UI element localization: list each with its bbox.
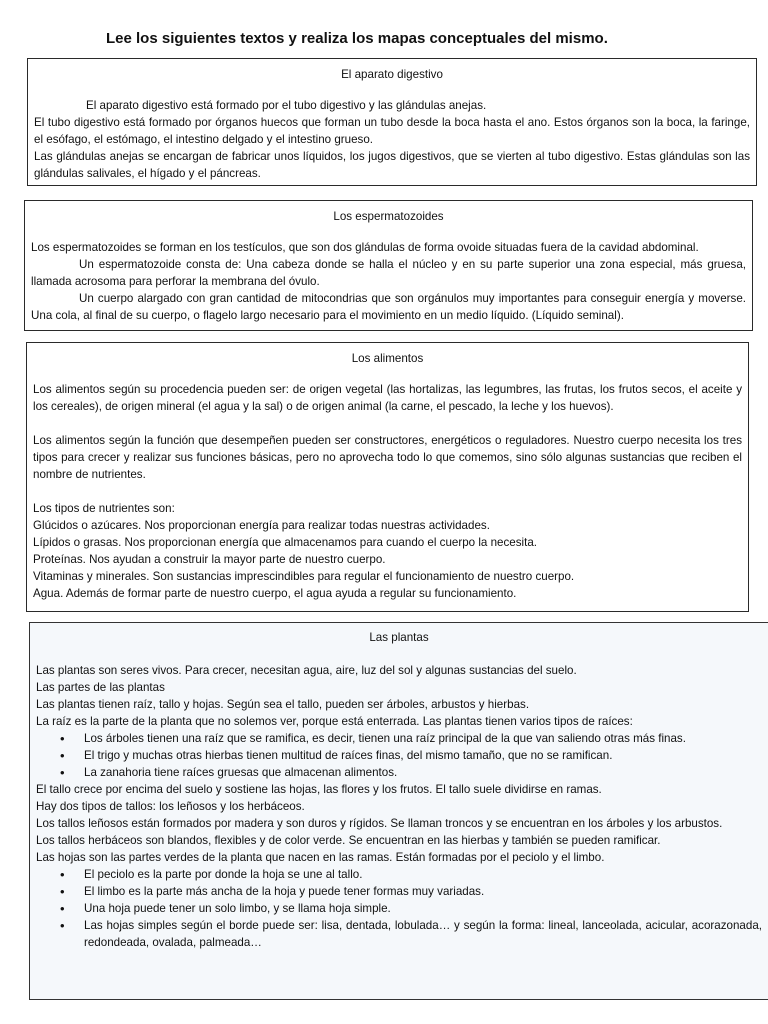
page-heading: Lee los siguientes textos y realiza los mapas conceptuales del mismo. xyxy=(106,30,608,47)
section-title: Las plantas xyxy=(369,631,429,644)
paragraph: Un espermatozoide consta de: Una cabeza donde se halla el núcleo y en su parte superior una zona especial, más gruesa, llamada acrosoma para perforar la membrana del óvulo. xyxy=(31,258,746,288)
nutriente-item: Glúcidos o azúcares. Nos proporcionan energía para realizar todas nuestras actividades. xyxy=(33,519,490,532)
list-item: • El limbo es la parte más ancha de la hoja y puede tener formas muy variadas. xyxy=(84,883,762,900)
paragraph: Las plantas tienen raíz, tallo y hojas. Según sea el tallo, pueden ser árboles, arbustos y hierbas. xyxy=(36,698,530,711)
list-item: • La zanahoria tiene raíces gruesas que almacenan alimentos. xyxy=(84,764,762,781)
paragraph: Hay dos tipos de tallos: los leñosos y los herbáceos. xyxy=(36,800,305,813)
nutrientes-intro: Los tipos de nutrientes son: xyxy=(33,502,175,515)
hojas-list xyxy=(36,866,762,951)
section-espermatozoides xyxy=(24,200,753,331)
paragraph: Los espermatozoides se forman en los testículos, que son dos glándulas de forma ovoide situadas fuera de la cavidad abdominal. xyxy=(31,241,699,254)
section-title: Los alimentos xyxy=(351,352,424,365)
subheading: Las partes de las plantas xyxy=(36,681,165,694)
list-item: • Los árboles tienen una raíz que se ramifica, es decir, tienen una raíz principal de la que van saliendo otras más finas. xyxy=(84,730,762,747)
section-title: Los espermatozoides xyxy=(333,210,444,223)
section-alimentos xyxy=(26,342,749,612)
nutriente-item: Lípidos o grasas. Nos proporcionan energía que almacenamos para cuando el cuerpo la necesita. xyxy=(33,536,537,549)
paragraph: Los alimentos según su procedencia pueden ser: de origen vegetal (las hortalizas, las legumbres, las frutas, los frutos secos, el aceite y los cereales), de origen mineral (el agua y la sal) o de origen animal (la carne, el pescado, la leche y los huevos). xyxy=(33,383,742,413)
section-plantas xyxy=(29,622,768,1000)
paragraph: Un cuerpo alargado con gran cantidad de mitocondrias que son orgánulos muy importantes para conseguir energía y moverse. Una cola, al final de su cuerpo, o flagelo largo necesario para el movimiento en un medio líquido. (Líquido seminal). xyxy=(31,292,746,322)
nutriente-item: Vitaminas y minerales. Son sustancias imprescindibles para regular el funcionamiento de nuestro cuerpo. xyxy=(33,570,575,583)
paragraph: Las glándulas anejas se encargan de fabricar unos líquidos, los jugos digestivos, que se vierten al tubo digestivo. Estas glándulas son las glándulas salivales, el hígado y el páncreas. xyxy=(34,150,750,180)
paragraph: Las hojas son las partes verdes de la planta que nacen en las ramas. Están formadas por el peciolo y el limbo. xyxy=(36,851,605,864)
paragraph: El aparato digestivo está formado por el tubo digestivo y las glándulas anejas. xyxy=(86,99,487,112)
nutriente-item: Agua. Además de formar parte de nuestro cuerpo, el agua ayuda a regular su funcionamiento. xyxy=(33,587,517,600)
paragraph: La raíz es la parte de la planta que no solemos ver, porque está enterrada. Las plantas tienen varios tipos de raíces: xyxy=(36,715,633,728)
section-title: El aparato digestivo xyxy=(341,68,443,81)
list-item: • Las hojas simples según el borde puede ser: lisa, dentada, lobulada… y según la forma: lineal, lanceolada, acicular, acorazonada, redondeada, ovalada, palmeada… xyxy=(84,917,762,951)
paragraph: El tubo digestivo está formado por órganos huecos que forman un tubo desde la boca hasta el ano. Estos órganos son la boca, la faringe, el esófago, el estómago, el intestino delgado y el intestino grueso. xyxy=(34,116,750,146)
paragraph: Los alimentos según la función que desempeñen pueden ser constructores, energéticos o reguladores. Nuestro cuerpo necesita los tres tipos para crecer y realizar sus funciones básicas, pero no aprovecha todo lo que comemos, sino sólo algunas sustancias que reciben el nombre de nutrientes. xyxy=(33,434,742,481)
paragraph: El tallo crece por encima del suelo y sostiene las hojas, las flores y los frutos. El tallo suele dividirse en ramas. xyxy=(36,783,602,796)
nutriente-item: Proteínas. Nos ayudan a construir la mayor parte de nuestro cuerpo. xyxy=(33,553,386,566)
paragraph: Los tallos leñosos están formados por madera y son duros y rígidos. Se llaman troncos y se encuentran en los árboles y los arbustos. xyxy=(36,817,723,830)
paragraph: Las plantas son seres vivos. Para crecer, necesitan agua, aire, luz del sol y algunas sustancias del suelo. xyxy=(36,664,577,677)
list-item: • El peciolo es la parte por donde la hoja se une al tallo. xyxy=(84,866,762,883)
list-item: • El trigo y muchas otras hierbas tienen multitud de raíces finas, del mismo tamaño, que no se ramifican. xyxy=(84,747,762,764)
section-digestivo xyxy=(27,58,757,186)
paragraph: Los tallos herbáceos son blandos, flexibles y de color verde. Se encuentran en las hierbas y también se pueden ramificar. xyxy=(36,834,661,847)
raices-list xyxy=(36,730,762,781)
list-item: • Una hoja puede tener un solo limbo, y se llama hoja simple. xyxy=(84,900,762,917)
